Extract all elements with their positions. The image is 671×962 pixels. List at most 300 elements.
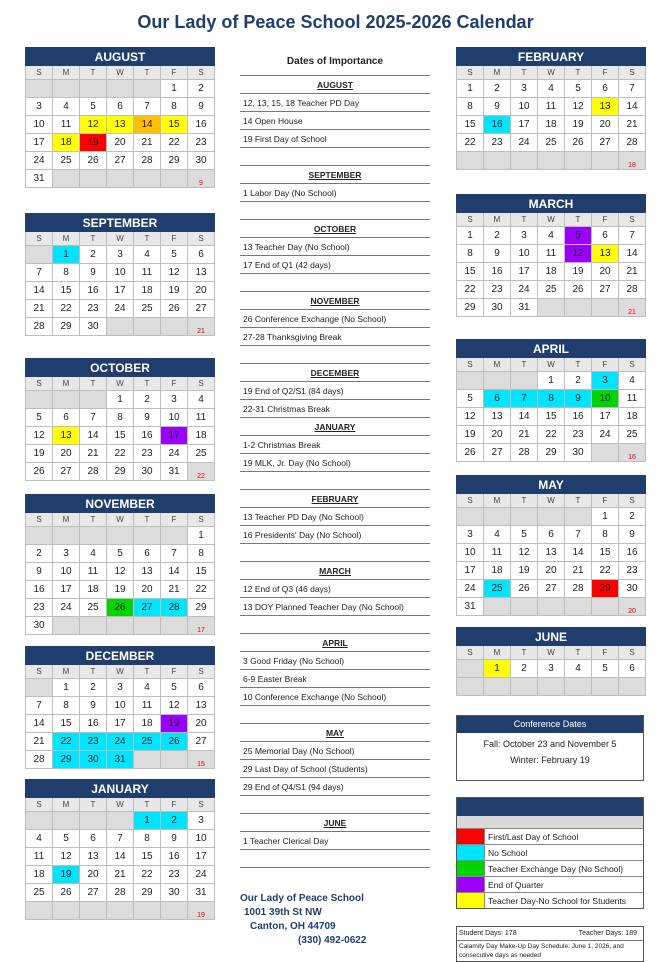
weekday-header: S — [619, 494, 646, 508]
day-cell: 25 — [26, 884, 53, 902]
day-cell: 30 — [484, 299, 511, 317]
legend-item — [457, 876, 643, 892]
weekday-header: T — [134, 232, 161, 246]
weekday-header: T — [134, 513, 161, 527]
day-cell: 7 — [134, 98, 161, 116]
date-entry — [240, 274, 430, 292]
empty-cell — [511, 598, 538, 616]
day-cell: 30 — [161, 884, 188, 902]
weekday-header: T — [80, 232, 107, 246]
day-cell: 15 — [53, 715, 80, 733]
month-name: MARCH — [457, 195, 646, 213]
day-cell: 9 — [619, 526, 646, 544]
day-cell: 7 — [161, 545, 188, 563]
day-cell: 26 — [53, 884, 80, 902]
weekday-header: S — [457, 494, 484, 508]
day-cell: 4 — [53, 98, 80, 116]
day-cell: 13 — [134, 563, 161, 581]
day-cell: 4 — [484, 526, 511, 544]
day-cell: 5 — [161, 679, 188, 697]
day-cell: 8 — [53, 264, 80, 282]
day-cell: 13 — [538, 544, 565, 562]
day-cell: 28 — [619, 134, 646, 152]
weekday-header: T — [565, 66, 592, 80]
dates-month-heading: JANUARY — [240, 418, 430, 436]
month-name: AUGUST — [26, 48, 215, 66]
date-entry — [240, 472, 430, 490]
day-cell: 23 — [80, 733, 107, 751]
calamity-note: Calamity Day Make-Up Day Schedule: June 1, 2026, and consecutive days as needed — [459, 943, 624, 959]
day-cell: 17 — [53, 581, 80, 599]
day-cell: 30 — [80, 318, 107, 336]
weekday-header: S — [188, 377, 215, 391]
day-cell: 2 — [26, 545, 53, 563]
day-cell: 21 — [26, 733, 53, 751]
empty-cell — [161, 170, 188, 188]
day-cell: 8 — [53, 697, 80, 715]
empty-cell — [26, 246, 53, 264]
empty-cell — [107, 902, 134, 920]
weekday-header: F — [161, 377, 188, 391]
weekday-header: M — [53, 66, 80, 80]
school-days-count: 20 — [619, 598, 646, 616]
date-entry: 22-31 Christmas Break — [240, 400, 430, 418]
date-entry: 26 Conference Exchange (No School) — [240, 310, 430, 328]
empty-cell — [80, 170, 107, 188]
empty-cell — [53, 617, 80, 635]
day-cell: 25 — [80, 599, 107, 617]
day-cell: 11 — [188, 409, 215, 427]
day-cell: 24 — [592, 426, 619, 444]
day-cell: 25 — [619, 426, 646, 444]
day-cell: 9 — [565, 390, 592, 408]
day-cell: 15 — [134, 848, 161, 866]
day-cell: 31 — [107, 751, 134, 769]
day-cell: 11 — [134, 697, 161, 715]
day-cell: 6 — [592, 80, 619, 98]
weekday-header: M — [53, 665, 80, 679]
day-cell: 1 — [538, 372, 565, 390]
day-cell: 25 — [134, 300, 161, 318]
empty-cell — [26, 812, 53, 830]
empty-cell — [161, 527, 188, 545]
weekday-header: S — [619, 358, 646, 372]
day-cell: 10 — [511, 98, 538, 116]
day-cell: 23 — [484, 281, 511, 299]
weekday-header: S — [26, 665, 53, 679]
day-cell: 20 — [484, 426, 511, 444]
calendar-may — [456, 475, 646, 616]
weekday-header: S — [26, 377, 53, 391]
day-cell: 21 — [619, 263, 646, 281]
day-cell: 21 — [80, 445, 107, 463]
day-cell: 9 — [484, 245, 511, 263]
day-cell: 25 — [538, 134, 565, 152]
legend-item — [457, 828, 643, 844]
day-cell: 10 — [457, 544, 484, 562]
day-cell: 26 — [565, 134, 592, 152]
day-cell: 27 — [592, 134, 619, 152]
day-cell: 9 — [80, 697, 107, 715]
day-cell: 28 — [511, 444, 538, 462]
day-cell: 13 — [484, 408, 511, 426]
day-cell: 20 — [538, 562, 565, 580]
empty-cell — [592, 152, 619, 170]
weekday-header: T — [511, 213, 538, 227]
weekday-header: S — [26, 232, 53, 246]
day-cell: 2 — [188, 80, 215, 98]
day-cell: 7 — [26, 697, 53, 715]
day-cell: 19 — [26, 445, 53, 463]
day-cell: 27 — [188, 733, 215, 751]
weekday-header: F — [161, 66, 188, 80]
day-cell: 29 — [53, 318, 80, 336]
day-cell: 18 — [134, 715, 161, 733]
empty-cell — [457, 678, 484, 696]
date-entry: 13 Teacher PD Day (No School) — [240, 508, 430, 526]
day-cell: 24 — [107, 733, 134, 751]
empty-cell — [53, 902, 80, 920]
day-cell: 7 — [511, 390, 538, 408]
day-cell: 20 — [53, 445, 80, 463]
day-cell: 11 — [538, 98, 565, 116]
date-entry — [240, 202, 430, 220]
day-cell: 10 — [107, 264, 134, 282]
legend-swatch — [457, 893, 485, 908]
day-cell: 3 — [107, 679, 134, 697]
day-cell: 10 — [26, 116, 53, 134]
day-cell: 22 — [457, 281, 484, 299]
date-entry: 1-2 Christmas Break — [240, 436, 430, 454]
school-days-count: 17 — [188, 617, 215, 635]
empty-cell — [538, 299, 565, 317]
empty-cell — [80, 80, 107, 98]
weekday-header: T — [511, 66, 538, 80]
page-title: Our Lady of Peace School 2025-2026 Calendar — [137, 12, 534, 32]
weekday-header: S — [619, 66, 646, 80]
legend-label: End of Quarter — [488, 880, 544, 890]
weekday-header: F — [161, 232, 188, 246]
day-cell: 1 — [484, 660, 511, 678]
day-cell: 26 — [457, 444, 484, 462]
weekday-header: S — [188, 232, 215, 246]
day-cell: 2 — [484, 80, 511, 98]
calendar-april — [456, 339, 646, 462]
day-cell: 31 — [457, 598, 484, 616]
color-legend — [456, 797, 644, 909]
day-cell: 25 — [484, 580, 511, 598]
weekday-header: M — [484, 213, 511, 227]
school-street: 1001 39th St NW — [244, 907, 322, 918]
month-name: OCTOBER — [26, 359, 215, 377]
weekday-header: S — [188, 798, 215, 812]
day-cell: 19 — [161, 282, 188, 300]
day-cell: 23 — [188, 134, 215, 152]
empty-cell — [161, 617, 188, 635]
day-cell: 8 — [592, 526, 619, 544]
weekday-header: T — [565, 358, 592, 372]
day-cell: 12 — [161, 264, 188, 282]
day-cell: 19 — [80, 134, 107, 152]
day-cell: 21 — [107, 866, 134, 884]
day-cell: 2 — [161, 812, 188, 830]
date-entry — [240, 148, 430, 166]
day-cell: 2 — [80, 246, 107, 264]
day-cell: 24 — [511, 134, 538, 152]
day-cell: 3 — [457, 526, 484, 544]
dates-month-heading: OCTOBER — [240, 220, 430, 238]
weekday-header: F — [592, 646, 619, 660]
empty-cell — [53, 80, 80, 98]
day-cell: 1 — [53, 679, 80, 697]
day-cell: 5 — [565, 80, 592, 98]
dates-month-heading: SEPTEMBER — [240, 166, 430, 184]
day-cell: 22 — [592, 562, 619, 580]
day-cell: 6 — [619, 660, 646, 678]
day-cell: 20 — [188, 715, 215, 733]
empty-cell — [592, 444, 619, 462]
date-entry — [240, 850, 430, 868]
weekday-header: F — [592, 358, 619, 372]
dates-month-heading: MARCH — [240, 562, 430, 580]
date-entry: 3 Good Friday (No School) — [240, 652, 430, 670]
weekday-header: W — [107, 377, 134, 391]
day-cell: 3 — [511, 80, 538, 98]
day-cell: 18 — [538, 263, 565, 281]
day-cell: 3 — [26, 98, 53, 116]
day-cell: 1 — [457, 227, 484, 245]
day-cell: 12 — [565, 98, 592, 116]
day-cell: 8 — [161, 98, 188, 116]
empty-cell — [80, 902, 107, 920]
legend-swatch — [457, 829, 485, 844]
weekday-header: T — [80, 513, 107, 527]
weekday-header: S — [188, 66, 215, 80]
school-days-count: 21 — [188, 318, 215, 336]
month-name: JUNE — [457, 628, 646, 646]
day-cell: 9 — [188, 98, 215, 116]
weekday-header: F — [161, 798, 188, 812]
day-cell: 6 — [538, 526, 565, 544]
date-entry: 25 Memorial Day (No School) — [240, 742, 430, 760]
school-phone: (330) 492-0622 — [298, 935, 367, 946]
empty-cell — [457, 372, 484, 390]
day-cell: 18 — [80, 581, 107, 599]
empty-cell — [161, 318, 188, 336]
day-cell: 2 — [80, 679, 107, 697]
empty-cell — [107, 812, 134, 830]
day-cell: 18 — [538, 116, 565, 134]
day-cell: 1 — [592, 508, 619, 526]
day-cell: 19 — [161, 715, 188, 733]
day-cell: 13 — [53, 427, 80, 445]
day-cell: 17 — [511, 263, 538, 281]
day-cell: 5 — [26, 409, 53, 427]
day-cell: 5 — [511, 526, 538, 544]
date-entry: 12 End of Q3 (46 days) — [240, 580, 430, 598]
day-cell: 3 — [511, 227, 538, 245]
conference-winter: Winter: February 19 — [510, 755, 590, 765]
empty-cell — [565, 598, 592, 616]
school-days-count: 16 — [619, 444, 646, 462]
day-cell: 28 — [161, 599, 188, 617]
day-cell: 10 — [511, 245, 538, 263]
empty-cell — [538, 152, 565, 170]
date-entry: 13 DOY Planned Teacher Day (No School) — [240, 598, 430, 616]
day-cell: 25 — [538, 281, 565, 299]
weekday-header: F — [592, 494, 619, 508]
weekday-header: W — [107, 665, 134, 679]
day-cell: 5 — [161, 246, 188, 264]
date-entry: 6-9 Easter Break — [240, 670, 430, 688]
day-cell: 4 — [80, 545, 107, 563]
day-cell: 31 — [511, 299, 538, 317]
legend-label: Teacher Day-No School for Students — [488, 896, 626, 906]
date-entry: 14 Open House — [240, 112, 430, 130]
day-cell: 19 — [107, 581, 134, 599]
day-cell: 18 — [134, 282, 161, 300]
day-cell: 28 — [107, 884, 134, 902]
day-cell: 27 — [484, 444, 511, 462]
empty-cell — [538, 508, 565, 526]
day-cell: 6 — [484, 390, 511, 408]
weekday-header: S — [619, 213, 646, 227]
teacher-days: Teacher Days: 189 — [578, 930, 637, 937]
weekday-header: F — [592, 213, 619, 227]
day-cell: 7 — [619, 80, 646, 98]
day-cell: 23 — [619, 562, 646, 580]
legend-header-bar — [457, 798, 643, 816]
day-cell: 15 — [592, 544, 619, 562]
day-cell: 30 — [619, 580, 646, 598]
day-cell: 1 — [134, 812, 161, 830]
dates-month-heading: AUGUST — [240, 76, 430, 94]
weekday-header: M — [484, 646, 511, 660]
day-cell: 10 — [188, 830, 215, 848]
legend-label: No School — [488, 848, 528, 858]
weekday-header: M — [53, 798, 80, 812]
weekday-header: S — [619, 646, 646, 660]
date-entry: 17 End of Q1 (42 days) — [240, 256, 430, 274]
day-cell: 4 — [565, 660, 592, 678]
weekday-header: F — [161, 513, 188, 527]
dates-month-heading: DECEMBER — [240, 364, 430, 382]
day-cell: 26 — [80, 152, 107, 170]
day-cell: 29 — [107, 463, 134, 481]
day-cell: 12 — [565, 245, 592, 263]
empty-cell — [457, 508, 484, 526]
day-cell: 24 — [161, 445, 188, 463]
dates-of-importance — [240, 48, 430, 868]
day-cell: 20 — [592, 263, 619, 281]
weekday-header: W — [538, 213, 565, 227]
day-cell: 11 — [80, 563, 107, 581]
weekday-header: T — [134, 66, 161, 80]
dates-month-heading: NOVEMBER — [240, 292, 430, 310]
weekday-header: W — [107, 798, 134, 812]
date-entry: 27-28 Thanksgiving Break — [240, 328, 430, 346]
weekday-header: S — [26, 513, 53, 527]
weekday-header: T — [134, 798, 161, 812]
day-cell: 14 — [565, 544, 592, 562]
school-days-count: 15 — [188, 751, 215, 769]
day-cell: 7 — [619, 227, 646, 245]
day-cell: 14 — [26, 282, 53, 300]
empty-cell — [484, 508, 511, 526]
day-cell: 8 — [134, 830, 161, 848]
day-cell: 29 — [457, 299, 484, 317]
day-cell: 11 — [484, 544, 511, 562]
date-entry — [240, 796, 430, 814]
day-cell: 1 — [53, 246, 80, 264]
empty-cell — [484, 598, 511, 616]
day-cell: 12 — [107, 563, 134, 581]
day-cell: 14 — [619, 245, 646, 263]
day-cell: 5 — [457, 390, 484, 408]
school-name: Our Lady of Peace School — [240, 893, 364, 904]
day-cell: 17 — [188, 848, 215, 866]
day-cell: 8 — [457, 98, 484, 116]
dates-month-heading: MAY — [240, 724, 430, 742]
day-cell: 15 — [188, 563, 215, 581]
day-cell: 31 — [26, 170, 53, 188]
empty-cell — [457, 660, 484, 678]
school-days-count: 21 — [619, 299, 646, 317]
day-cell: 16 — [80, 715, 107, 733]
day-cell: 2 — [619, 508, 646, 526]
dates-month-heading: FEBRUARY — [240, 490, 430, 508]
day-cell: 29 — [161, 152, 188, 170]
day-cell: 22 — [457, 134, 484, 152]
empty-cell — [80, 617, 107, 635]
weekday-header: T — [511, 494, 538, 508]
day-cell: 22 — [107, 445, 134, 463]
empty-cell — [26, 527, 53, 545]
weekday-header: T — [565, 494, 592, 508]
empty-cell — [80, 391, 107, 409]
day-cell: 27 — [592, 281, 619, 299]
day-cell: 9 — [80, 264, 107, 282]
day-cell: 13 — [80, 848, 107, 866]
day-cell: 27 — [53, 463, 80, 481]
legend-spacer — [457, 816, 643, 828]
day-cell: 12 — [53, 848, 80, 866]
day-cell: 3 — [53, 545, 80, 563]
empty-cell — [53, 527, 80, 545]
day-cell: 3 — [107, 246, 134, 264]
weekday-header: M — [484, 358, 511, 372]
empty-cell — [565, 678, 592, 696]
dates-title: Dates of Importance — [240, 48, 430, 76]
empty-cell — [134, 617, 161, 635]
day-cell: 22 — [161, 134, 188, 152]
day-cell: 14 — [26, 715, 53, 733]
date-entry: 19 MLK, Jr. Day (No School) — [240, 454, 430, 472]
day-cell: 23 — [565, 426, 592, 444]
day-cell: 6 — [188, 246, 215, 264]
legend-label: First/Last Day of School — [488, 832, 579, 842]
day-cell: 27 — [538, 580, 565, 598]
day-cell: 16 — [619, 544, 646, 562]
day-cell: 20 — [188, 282, 215, 300]
day-cell: 4 — [26, 830, 53, 848]
date-entry — [240, 616, 430, 634]
day-cell: 3 — [538, 660, 565, 678]
day-cell: 13 — [107, 116, 134, 134]
date-entry: 1 Labor Day (No School) — [240, 184, 430, 202]
day-cell: 6 — [592, 227, 619, 245]
day-cell: 15 — [53, 282, 80, 300]
